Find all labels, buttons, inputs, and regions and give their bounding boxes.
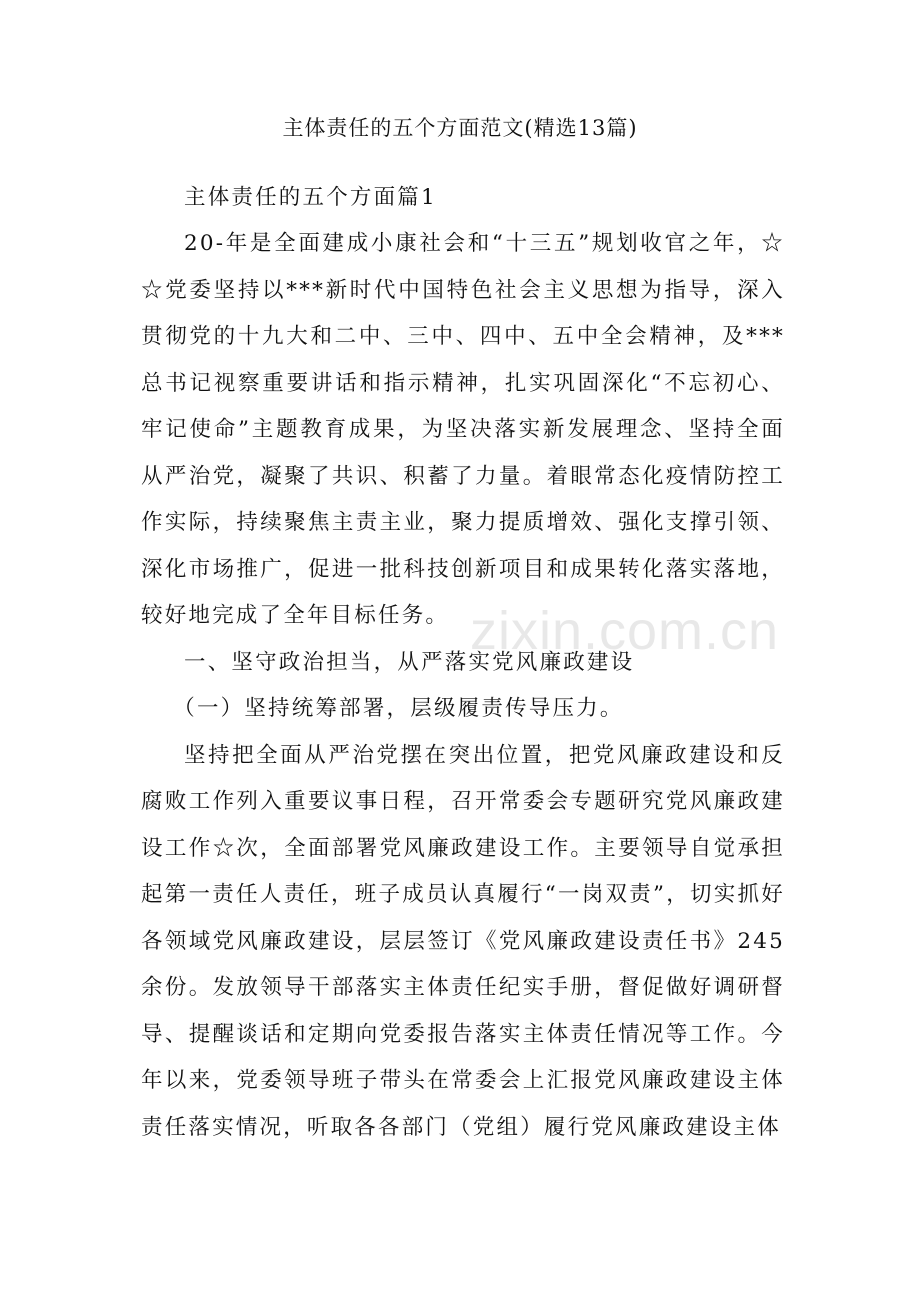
- intro-paragraph: 20-年是全面建成小康社会和“十三五”规划收官之年，☆☆党委坚持以***新时代中国特色社会主义思想为指导，深入贯彻党的十九大和二中、三中、四中、五中全会精神，及***总书记视察重要讲话和指示精神，扎实巩固深化“不忘初心、牢记使命”主题教育成果，为坚决落实新发展理念、坚持全面从严治党，凝聚了共识、积蓄了力量。着眼常态化疫情防控工作实际，持续聚焦主责主业，聚力提质增效、强化支撑引领、深化市场推广，促进一批科技创新项目和成果转化落实落地，较好地完成了全年目标任务。: [141, 231, 785, 628]
- watermark: zixin.com.cn: [470, 601, 780, 661]
- section-heading: 一、坚守政治担当，从严落实党风廉政建设: [184, 649, 635, 675]
- subsection-heading: （一）坚持统筹部署，层级履责传导压力。: [173, 696, 624, 721]
- body-paragraph: 坚持把全面从严治党摆在突出位置，把党风廉政建设和反腐败工作列入重要议事日程，召开常委会专题研究党风廉政建设工作☆次，全面部署党风廉政建设工作。主要领导自觉承担起第一责任人责任，班子成员认真履行“一岗双责”，切实抓好各领域党风廉政建设，层层签订《党风廉政建设责任书》245余份。发放领导干部落实主体责任纪实手册，督促做好调研督导、提醒谈话和定期向党委报告落实主体责任情况等工作。今年以来，党委领导班子带头在常委会上汇报党风廉政建设主体责任落实情况，听取各各部门（党组）履行党风廉政建设主体: [141, 742, 785, 1140]
- section-heading-1: [141, 175, 785, 222]
- document-body: [141, 221, 785, 1151]
- document-title: 主体责任的五个方面范文(精选13篇): [282, 116, 638, 140]
- article-subtitle: 主体责任的五个方面篇1: [184, 185, 437, 210]
